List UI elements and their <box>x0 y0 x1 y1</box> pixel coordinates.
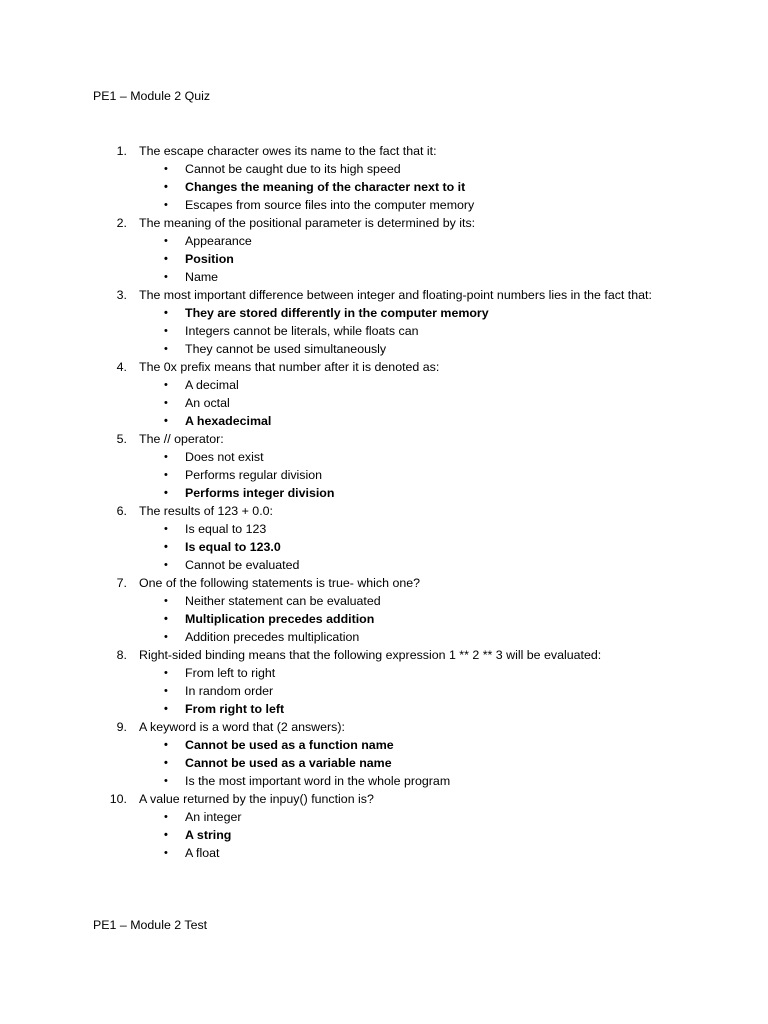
bullet-icon: • <box>164 595 168 607</box>
answer-option <box>0 520 768 538</box>
question-number: 5. <box>116 432 127 446</box>
bullet-icon: • <box>164 343 168 355</box>
question-item <box>0 142 768 214</box>
question-text: Right-sided binding means that the following expression 1 ** 2 ** 3 will be evaluated: <box>139 648 602 662</box>
correct-answer-option <box>0 754 768 772</box>
bullet-icon: • <box>164 253 168 265</box>
question-text: The escape character owes its name to the fact that it: <box>139 144 437 158</box>
question-item <box>0 718 768 790</box>
bullet-icon: • <box>164 271 168 283</box>
answer-option-text: They cannot be used simultaneously <box>185 342 387 356</box>
answer-option-text: A float <box>185 846 220 860</box>
bullet-icon: • <box>164 523 168 535</box>
answer-option-text: Cannot be caught due to its high speed <box>185 162 401 176</box>
answer-option-text: A decimal <box>185 378 239 392</box>
answer-option-text: Performs integer division <box>185 486 335 500</box>
answer-option-text: Is equal to 123 <box>185 522 267 536</box>
bullet-icon: • <box>164 307 168 319</box>
bullet-icon: • <box>164 199 168 211</box>
question-list <box>0 142 768 862</box>
question-number: 10. <box>109 792 127 806</box>
question-item <box>0 286 768 358</box>
bullet-icon: • <box>164 667 168 679</box>
answer-option-text: Multiplication precedes addition <box>185 612 375 626</box>
bullet-icon: • <box>164 235 168 247</box>
question-text: The most important difference between integer and floating-point numbers lies in the fact that: <box>139 288 652 302</box>
answer-option <box>0 844 768 862</box>
answer-option <box>0 682 768 700</box>
answer-options <box>0 520 768 574</box>
question-text: The results of 123 + 0.0: <box>139 504 273 518</box>
answer-options <box>0 664 768 718</box>
bullet-icon: • <box>164 415 168 427</box>
answer-option <box>0 196 768 214</box>
answer-option-text: A hexadecimal <box>185 414 272 428</box>
question-item <box>0 358 768 430</box>
bullet-icon: • <box>164 631 168 643</box>
correct-answer-option <box>0 736 768 754</box>
answer-option <box>0 160 768 178</box>
bullet-icon: • <box>164 541 168 553</box>
bullet-icon: • <box>164 163 168 175</box>
question-text: One of the following statements is true- which one? <box>139 576 421 590</box>
question-number: 1. <box>116 144 127 158</box>
question-number: 3. <box>116 288 127 302</box>
bullet-icon: • <box>164 685 168 697</box>
question-text: The meaning of the positional parameter is determined by its: <box>139 216 476 230</box>
section-title: PE1 – Module 2 Test <box>93 918 208 932</box>
answer-option <box>0 448 768 466</box>
answer-option-text: From right to left <box>185 702 285 716</box>
answer-option-text: Addition precedes multiplication <box>185 630 360 644</box>
answer-option-text: Changes the meaning of the character next to it <box>185 180 466 194</box>
question-item <box>0 214 768 286</box>
correct-answer-option <box>0 412 768 430</box>
answer-option <box>0 664 768 682</box>
question-item <box>0 502 768 574</box>
bullet-icon: • <box>164 325 168 337</box>
bullet-icon: • <box>164 847 168 859</box>
question-item <box>0 790 768 862</box>
correct-answer-option <box>0 538 768 556</box>
answer-option-text: An octal <box>185 396 230 410</box>
answer-option-text: Performs regular division <box>185 468 323 482</box>
question-number: 4. <box>116 360 127 374</box>
answer-option-text: Is the most important word in the whole program <box>185 774 451 788</box>
answer-options <box>0 160 768 214</box>
question-item <box>0 646 768 718</box>
question-item <box>0 574 768 646</box>
answer-option-text: Position <box>185 252 234 266</box>
bullet-icon: • <box>164 703 168 715</box>
question-number: 9. <box>116 720 127 734</box>
answer-option <box>0 376 768 394</box>
question-number: 6. <box>116 504 127 518</box>
answer-option-text: A string <box>185 828 232 842</box>
bullet-icon: • <box>164 559 168 571</box>
bullet-icon: • <box>164 613 168 625</box>
answer-option-text: Name <box>185 270 219 284</box>
correct-answer-option <box>0 610 768 628</box>
question-text: The // operator: <box>139 432 224 446</box>
bullet-icon: • <box>164 379 168 391</box>
answer-option-text: In random order <box>185 684 274 698</box>
question-number: 7. <box>116 576 127 590</box>
bullet-icon: • <box>164 487 168 499</box>
question-text: The 0x prefix means that number after it is denoted as: <box>139 360 440 374</box>
question-item <box>0 430 768 502</box>
answer-option-text: Does not exist <box>185 450 264 464</box>
correct-answer-option <box>0 826 768 844</box>
answer-option <box>0 394 768 412</box>
answer-options <box>0 376 768 430</box>
answer-options <box>0 592 768 646</box>
bullet-icon: • <box>164 451 168 463</box>
bullet-icon: • <box>164 181 168 193</box>
answer-options <box>0 448 768 502</box>
bullet-icon: • <box>164 739 168 751</box>
answer-option <box>0 592 768 610</box>
answer-option <box>0 628 768 646</box>
question-text: A value returned by the inpuy() function is? <box>139 792 374 806</box>
answer-option-text: From left to right <box>185 666 276 680</box>
bullet-icon: • <box>164 469 168 481</box>
question-text: A keyword is a word that (2 answers): <box>139 720 345 734</box>
answer-option-text: Cannot be evaluated <box>185 558 300 572</box>
bullet-icon: • <box>164 757 168 769</box>
correct-answer-option <box>0 484 768 502</box>
correct-answer-option <box>0 700 768 718</box>
answer-option-text: Cannot be used as a function name <box>185 738 394 752</box>
answer-options <box>0 736 768 790</box>
correct-answer-option <box>0 250 768 268</box>
answer-option <box>0 556 768 574</box>
answer-option-text: Integers cannot be literals, while floats can <box>185 324 419 338</box>
bullet-icon: • <box>164 775 168 787</box>
bullet-icon: • <box>164 397 168 409</box>
page-title: PE1 – Module 2 Quiz <box>93 89 211 103</box>
question-number: 8. <box>116 648 127 662</box>
answer-option <box>0 268 768 286</box>
answer-option <box>0 322 768 340</box>
answer-option <box>0 466 768 484</box>
answer-option-text: An integer <box>185 810 242 824</box>
answer-option-text: Is equal to 123.0 <box>185 540 281 554</box>
answer-options <box>0 304 768 358</box>
answer-options <box>0 232 768 286</box>
answer-option <box>0 808 768 826</box>
bullet-icon: • <box>164 811 168 823</box>
answer-option <box>0 340 768 358</box>
question-number: 2. <box>116 216 127 230</box>
answer-option-text: They are stored differently in the computer memory <box>185 306 489 320</box>
answer-option <box>0 232 768 250</box>
answer-option <box>0 772 768 790</box>
correct-answer-option <box>0 304 768 322</box>
answer-option-text: Escapes from source files into the computer memory <box>185 198 475 212</box>
answer-option-text: Cannot be used as a variable name <box>185 756 392 770</box>
answer-option-text: Neither statement can be evaluated <box>185 594 381 608</box>
bullet-icon: • <box>164 829 168 841</box>
answer-option-text: Appearance <box>185 234 252 248</box>
correct-answer-option <box>0 178 768 196</box>
answer-options <box>0 808 768 862</box>
